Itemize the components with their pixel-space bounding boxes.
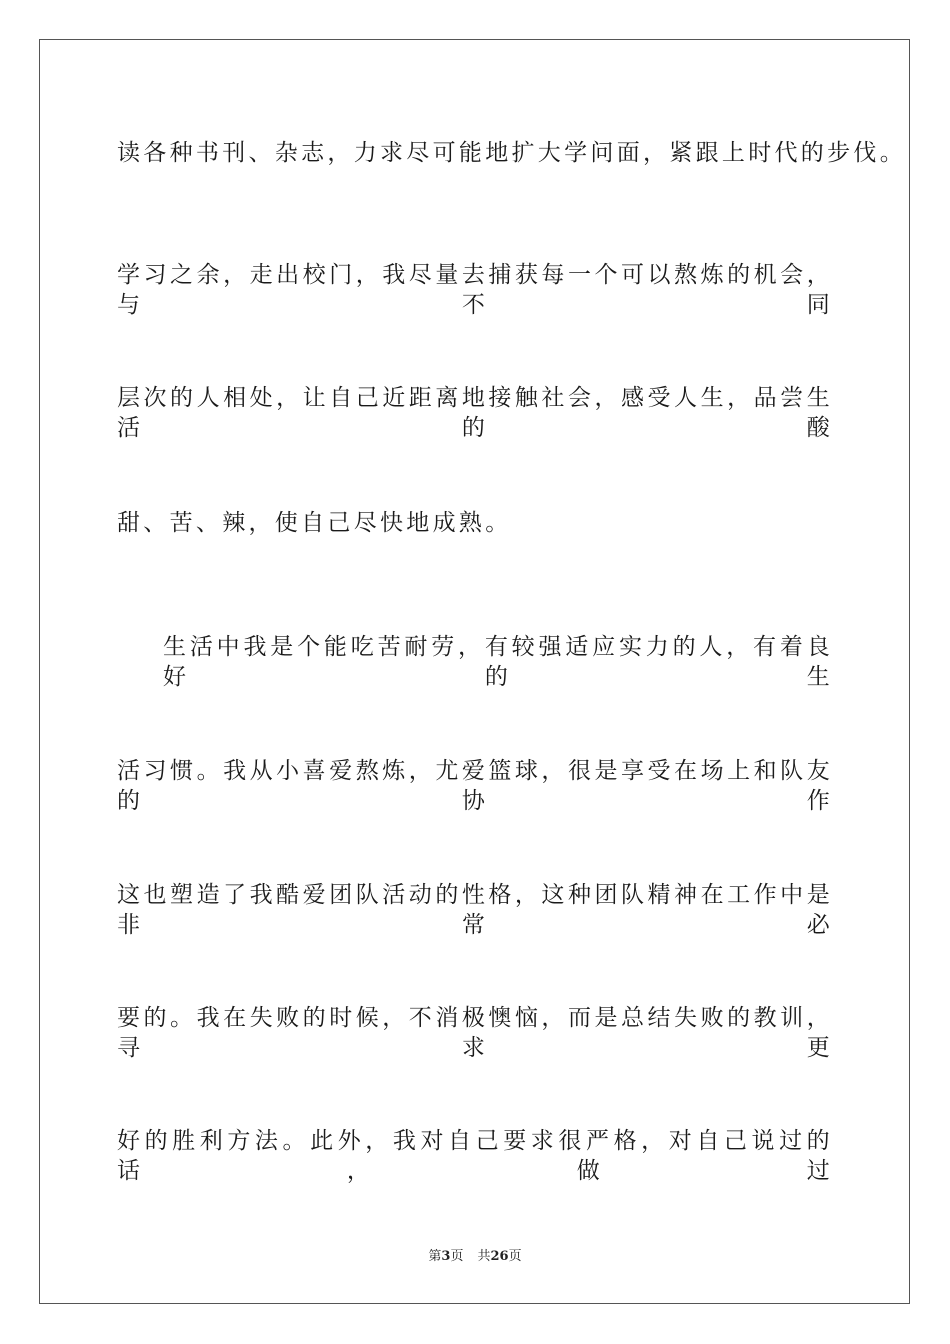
body-text-line: 好的胜利方法。此外，我对自己要求很严格，对自己说过的话，做过 [117, 1128, 833, 1184]
total-prefix: 共 [477, 1249, 491, 1264]
page-suffix: 页 [450, 1249, 464, 1264]
body-text-line: 活习惯。我从小喜爱熬炼，尤爱篮球，很是享受在场上和队友的协作 [117, 758, 833, 814]
body-text-line: 甜、苦、辣，使自己尽快地成熟。 [117, 510, 512, 536]
total-suffix: 页 [508, 1249, 522, 1264]
body-text-line: 要的。我在失败的时候，不消极懊恼，而是总结失败的教训，寻求更 [117, 1005, 833, 1061]
body-text-line: 学习之余，走出校门，我尽量去捕获每一个可以熬炼的机会，与不同 [117, 262, 833, 318]
body-text-line: 层次的人相处，让自己近距离地接触社会，感受人生，品尝生活的酸 [117, 385, 833, 441]
body-text-line: 读各种书刊、杂志，力求尽可能地扩大学问面，紧跟上时代的步伐。 [117, 140, 906, 166]
body-text-line: 这也塑造了我酷爱团队活动的性格，这种团队精神在工作中是非常必 [117, 882, 833, 938]
page-prefix: 第 [428, 1249, 442, 1264]
total-pages: 26 [490, 1249, 509, 1264]
page-footer [0, 1248, 950, 1266]
body-text-line-indented: 生活中我是个能吃苦耐劳，有较强适应实力的人，有着良好的生 [163, 634, 833, 690]
page-number: 3 [441, 1249, 451, 1264]
